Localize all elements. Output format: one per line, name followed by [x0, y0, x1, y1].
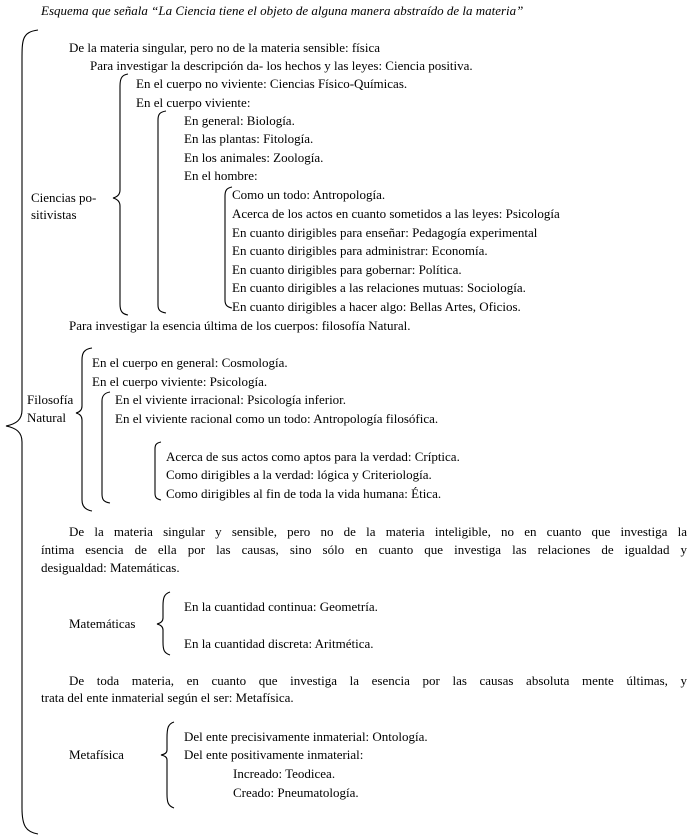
filosofia-label-1: Filosofía — [27, 392, 74, 407]
matematicas-brace — [157, 592, 170, 655]
biologia: En general: Biología. — [184, 113, 295, 128]
psicologia: En el cuerpo viviente: Psicología. — [92, 374, 268, 389]
metafisica-label: Metafísica — [69, 747, 124, 762]
ciencias-positivistas-brace — [113, 74, 128, 315]
matematicas-label: Matemáticas — [69, 616, 136, 631]
filosofia-label-2: Natural — [27, 410, 66, 425]
aritmetica: En la cuantidad discreta: Aritmética. — [184, 636, 374, 651]
teodicea: Increado: Teodicea. — [233, 766, 336, 781]
zoologia: En los animales: Zoología. — [184, 150, 324, 165]
ciencia-positiva-line: Para investigar la descripción da- los hechos y las leyes: Ciencia positiva. — [90, 58, 473, 73]
hombre-item: En cuanto dirigibles a hacer algo: Bellas Artes, Oficios. — [232, 299, 521, 314]
ente-positivamente-inmaterial: Del ente positivamente inmaterial: — [184, 747, 364, 762]
hombre-item: En cuanto dirigibles para enseñar: Pedagogía experimental — [232, 225, 538, 240]
cuerpo-viviente: En el cuerpo viviente: — [136, 95, 251, 110]
cuerpo-no-viviente: En el cuerpo no viviente: Ciencias Físico-Químicas. — [136, 76, 408, 91]
matematicas-paragraph-1: De la materia singular y sensible, pero no de la materia inteligible, no en cuanto que investiga la — [69, 524, 687, 539]
ontologia: Del ente precisivamente inmaterial: Ontología. — [184, 729, 428, 744]
hombre-item: Como un todo: Antropología. — [232, 187, 386, 202]
main-brace — [6, 30, 38, 834]
filosofia-brace — [76, 348, 92, 511]
metafisica-brace — [161, 722, 174, 808]
hombre-bracket — [225, 187, 232, 308]
ciencias-positivistas-label-1: Ciencias po- — [31, 190, 97, 205]
fitologia: En las plantas: Fitología. — [184, 131, 314, 146]
ciencias-positivistas-label-2: sitivistas — [31, 207, 77, 222]
hombre-item: En cuanto dirigibles para gobernar: Política. — [232, 262, 462, 277]
metafisica-paragraph-2: trata del ente inmaterial según el ser: Metafísica. — [41, 690, 294, 705]
diagram-title: Esquema que señala “La Ciencia tiene el objeto de alguna manera abstraído de la materia” — [41, 3, 524, 18]
viviente-bracket — [158, 111, 166, 313]
actos-bracket — [155, 442, 161, 500]
viviente-fn-bracket — [102, 392, 110, 503]
actos-item: Como dirigibles a la verdad: lógica y Criteriología. — [166, 467, 432, 482]
cosmologia: En el cuerpo en general: Cosmología. — [92, 355, 288, 370]
pneumatologia: Creado: Pneumatología. — [233, 785, 359, 800]
fisica-line: De la materia singular, pero no de la materia sensible: física — [69, 40, 380, 55]
geometria: En la cuantidad continua: Geometría. — [184, 599, 378, 614]
hombre-item: En cuanto dirigibles para administrar: Economía. — [232, 243, 488, 258]
hombre: En el hombre: — [184, 168, 258, 183]
hombre-item: Acerca de los actos en cuanto sometidos a las leyes: Psicología — [232, 206, 560, 221]
psicologia-inferior: En el viviente irracional: Psicología inferior. — [115, 392, 347, 407]
matematicas-paragraph-2: íntima esencia de ella por las causas, sino sólo en cuanto que investiga las relaciones de igualdad y — [41, 542, 687, 557]
metafisica-paragraph-1: De toda materia, en cuanto que investiga la esencia por las causas absoluta mente últimas, y — [69, 673, 687, 688]
antropologia-filosofica: En el viviente racional como un todo: Antropología filosófica. — [115, 411, 439, 426]
matematicas-paragraph-3: desigualdad: Matemáticas. — [41, 560, 180, 575]
actos-item: Como dirigibles al fin de toda la vida humana: Ética. — [166, 486, 442, 501]
actos-item: Acerca de sus actos como aptos para la verdad: Críptica. — [166, 449, 460, 464]
filosofia-natural-line: Para investigar la esencia última de los cuerpos: filosofía Natural. — [69, 318, 411, 333]
hombre-item: En cuanto dirigibles a las relaciones mutuas: Sociología. — [232, 280, 526, 295]
